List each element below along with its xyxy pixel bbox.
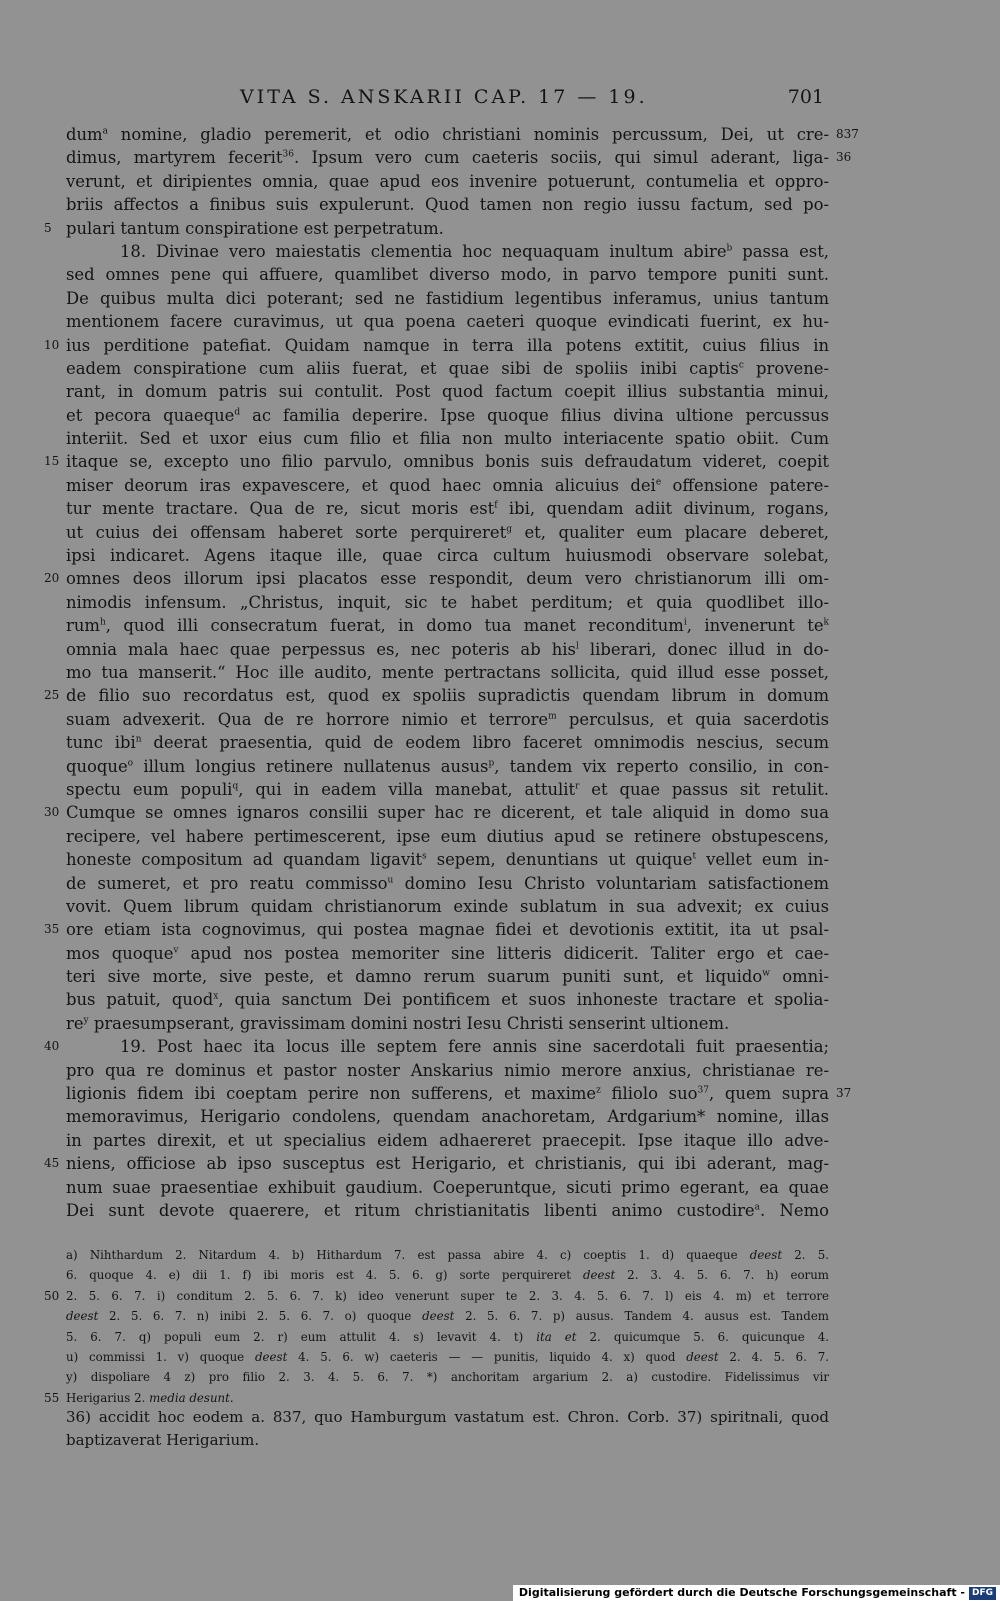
text-line [66,380,829,403]
text-line [44,1035,829,1058]
apparatus-line [66,1245,829,1265]
text-line-text: ut cuius dei offensam haberet sorte perquireret$^g$ et, qualiter eum placare deberet, [66,522,830,542]
text-line [66,521,829,544]
text-line [66,544,829,567]
line-number: 15 [44,454,60,469]
text-line [66,240,829,263]
text-line [66,988,829,1011]
apparatus-line [66,1306,829,1326]
text-line-text: omnes deos illorum ipsi placatos esse respondit, deum vero christianorum illi om- [66,569,829,589]
line-number: 20 [44,571,60,586]
line-number: 40 [44,1039,60,1054]
text-line-text: omnia mala haec quae perpessus es, nec poteris ab his$^l$ liberari, donec illud in do- [66,639,830,659]
text-line [66,123,859,146]
text-line-text: sed omnes pene qui affuere, quamlibet diverso modo, in parvo tempore puniti sunt. [66,265,829,285]
text-line [66,825,829,848]
text-line [44,334,829,357]
text-line-text: tur mente tractare. Qua de re, sicut moris est$^f$ ibi, quendam adiit divinum, rogans, [66,499,829,519]
apparatus-line [66,1367,829,1387]
text-line [66,170,829,193]
text-line [44,450,829,473]
historical-notes [66,1406,829,1451]
credit-text: Digitalisierung gefördert durch die Deutsche Forschungsgemeinschaft - [518,1586,965,1599]
note-line-text: 36) accidit hoc eodem a. 837, quo Hamburgum vastatum est. Chron. Corb. 37) spiritnali, quod [66,1408,829,1426]
text-line [66,708,829,731]
apparatus-line-text: 6. quoque 4. e) dii 1. f) ibi moris est 4. 5. 6. g) sorte perquireret deest 2. 3. 4. 5. 6. 7. h) eorum [66,1268,829,1283]
text-line [66,614,829,637]
text-line-text: ius perditione patefiat. Quidam namque in terra illa potens extitit, cuius filius in [66,335,829,355]
text-line-text: dimus, martyrem fecerit$^{36}$. Ipsum vero cum caeteris sociis, qui simul aderant, liga- [66,148,829,168]
text-line-text: tunc ibi$^n$ deerat praesentia, quid de eodem libro faceret omnimodis nescius, secum [66,733,829,753]
text-line-text: memoravimus, Herigario condolens, quendam anachoretam, Ardgarium* nomine, illas [66,1107,829,1127]
text-line-text: recipere, vel habere pertimescerent, ipse eum diutius apud se retinere obstupescens, [66,826,829,846]
text-line [44,217,829,240]
critical-apparatus [44,1245,829,1408]
margin-reference: 37 [836,1086,852,1101]
text-line [66,497,829,520]
text-line [66,942,829,965]
line-number: 30 [44,805,60,820]
text-line [66,755,829,778]
text-line [66,1129,829,1152]
text-line-text: bus patuit, quod$^x$, quia sanctum Dei pontificem et suos inhoneste tractare et spolia- [66,990,829,1010]
digitization-credit [513,1585,1000,1601]
text-line [44,567,829,590]
text-line-text: mos quoque$^v$ apud nos postea memoriter sine litteris didicerit. Taliter ergo et cae- [66,943,829,963]
text-line-text: spectu eum populi$^q$, qui in eadem villa manebat, attulit$^r$ et quae passus sit retulit. [66,779,829,799]
text-line [66,1082,852,1105]
margin-reference: 36 [836,150,852,165]
text-line-text: interiit. Sed et uxor eius cum filio et filia non multo interiacente spatio obiit. Cum [66,429,829,449]
text-line [44,1152,829,1175]
text-line [66,1199,829,1222]
text-line [66,357,829,380]
apparatus-line-text: y) dispoliare 4 z) pro filio 2. 3. 4. 5. 6. 7. *) anchoritam argarium 2. a) custodire. Fidelissimus vir [66,1370,829,1385]
text-line-text: quoque$^o$ illum longius retinere nullatenus ausus$^p$, tandem vix reperto consilio, in con- [66,756,829,776]
line-number: 25 [44,688,60,703]
text-line [66,474,829,497]
text-line [66,193,829,216]
note-line-text: baptizaverat Herigarium. [66,1430,260,1449]
text-line [66,661,829,684]
text-line [66,263,829,286]
text-line-text: mentionem facere curavimus, ut qua poena caeteri quoque evindicati fuerint, ex hu- [66,312,829,332]
line-number: 35 [44,922,60,937]
text-line [66,731,829,754]
text-line-text: ligionis fidem ibi coeptam perire non sufferens, et maxime$^z$ filiolo suo$^{37}$, quem supra [66,1084,829,1104]
text-line-text: pulari tantum conspiratione est perpetratum. [66,218,444,238]
text-line [66,1012,829,1035]
text-line-text: pro qua re dominus et pastor noster Anskarius nimio merore anxius, christianae re- [66,1060,829,1080]
line-number: 50 [44,1288,60,1303]
text-line-text: Cumque se omnes ignaros consilii super hac re dicerent, et tale aliquid in domo sua [66,803,829,823]
text-line-text: verunt, et diripientes omnia, quae apud eos invenire potuerunt, contumelia et oppro- [66,171,829,191]
dfg-logo: DFG [969,1587,996,1600]
note-line [66,1406,829,1429]
apparatus-line-text: u) commissi 1. v) quoque deest 4. 5. 6. w) caeteris — — punitis, liquido 4. x) quod deest 2. 4. 5. 6. 7. [66,1349,829,1364]
text-line-text: De quibus multa dici poterant; sed ne fastidium legentibus inferamus, unius tantum [66,288,829,308]
text-line-text: 19. Post haec ita locus ille septem fere annis sine sacerdotali fuit praesentia; [120,1037,829,1057]
apparatus-line-text: a) Nihthardum 2. Nitardum 4. b) Hithardum 7. est passa abire 4. c) coeptis 1. d) quaeque deest 2. 5. [66,1248,829,1262]
margin-reference: 837 [836,127,859,141]
text-line [66,310,829,333]
text-line [44,684,829,707]
text-line-text: 18. Divinae vero maiestatis clementia hoc nequaquam inultum abire$^b$ passa est, [120,241,829,261]
apparatus-line [66,1327,829,1347]
text-line-text: ore etiam ista cognovimus, qui postea magnae fidei et devotionis extitit, ita ut psal- [66,920,829,940]
text-line [66,591,829,614]
text-line-text: Dei sunt devote quaerere, et ritum christianitatis libenti animo custodire$^a$. Nemo [66,1200,829,1220]
apparatus-line-text: 2. 5. 6. 7. i) conditum 2. 5. 6. 7. k) ideo venerunt super te 2. 3. 4. 5. 6. 7. l) eis 4. m) et terrore [66,1288,829,1303]
text-line-text: de sumeret, et pro reatu commisso$^u$ domino Iesu Christo voluntariam satisfactionem [66,873,829,893]
line-number: 10 [44,337,60,352]
text-line-text: itaque se, excepto uno filio parvulo, omnibus bonis suis defraudatum videret, coepit [66,452,829,472]
apparatus-line-text: deest 2. 5. 6. 7. n) inibi 2. 5. 6. 7. o) quoque deest 2. 5. 6. 7. p) ausus. Tandem 4. ausus est. Tandem [66,1309,829,1324]
apparatus-line [66,1265,829,1285]
apparatus-line-text: 5. 6. 7. q) populi eum 2. r) eum attulit 4. s) levavit 4. t) ita et 2. quicumque 5. 6. quicunque 4. [66,1329,829,1344]
text-line-text: eadem conspiratione cum aliis fuerat, et quae sibi de spoliis inibi captis$^c$ provene- [66,358,829,378]
apparatus-line-text: Herigarius 2. media desunt. [66,1390,234,1405]
text-line-text: nimodis infensum. „Christus, inquit, sic te habet perditum; et quia quodlibet illo- [66,592,829,612]
page-header [0,86,1000,110]
line-number: 55 [44,1390,60,1405]
text-line [66,895,829,918]
text-line [66,287,829,310]
text-line-text: ipsi indicaret. Agens itaque ille, quae circa cultum huiusmodi observare solebat, [66,546,829,566]
text-line-text: in partes direxit, et ut specialius eidem adhaereret praecepit. Ipse itaque illo adve- [66,1130,829,1150]
page-number: 701 [787,86,824,108]
text-line [66,965,829,988]
text-line-text: rant, in domum patris sui contulit. Post quod factum coepit illius substantia minui, [66,382,829,402]
apparatus-line [44,1286,829,1306]
text-line-text: briis affectos a finibus suis expulerunt. Quod tamen non regio iussu factum, sed po- [66,195,829,215]
text-line [66,427,829,450]
text-line-text: miser deorum iras expavescere, et quod haec omnia alicuius dei$^e$ offensione patere- [66,475,829,495]
text-line [44,918,829,941]
main-text [44,123,859,1222]
text-line [66,1176,829,1199]
text-line-text: teri sive morte, sive peste, et damno rerum suarum puniti sunt, et liquido$^w$ omni- [66,967,829,987]
text-line [66,638,829,661]
note-line [66,1429,829,1452]
text-line-text: $re^y$ praesumpserant, gravissimam domini nostri Iesu Christi senserint ultionem. [66,1013,730,1033]
text-line [66,1105,829,1128]
text-line [66,872,829,895]
running-title: VITA S. ANSKARII CAP. 17 — 19. [240,86,648,108]
text-line-text: niens, officiose ab ipso susceptus est Herigario, et christianis, qui ibi aderant, mag- [66,1154,829,1174]
text-line-text: vovit. Quem librum quidam christianorum exinde sublatum in sua advexit; ex cuius [66,896,829,916]
text-line-text: et pecora quaeque$^d$ ac familia deperire. Ipse quoque filius divina ultione percussus [66,405,829,425]
text-line-text: rum$^h$, quod illi consecratum fuerat, in domo tua manet reconditum$^i$, invenerunt $te^k$ [66,616,830,636]
text-line [44,801,829,824]
apparatus-line [66,1347,829,1367]
text-line [66,404,829,427]
text-line [66,146,852,169]
text-line-text: num suae praesentiae exhibuit gaudium. Coeperuntque, sicuti primo egerant, ea quae [66,1177,829,1197]
text-line-text: de filio suo recordatus est, quod ex spoliis supradictis quendam librum in domum [66,686,829,706]
line-number: 5 [44,220,52,235]
text-line-text: dum$^a$ nomine, gladio peremerit, et odio christiani nominis percussum, Dei, ut cre- [66,125,829,144]
text-line [66,1059,829,1082]
text-line [66,778,829,801]
text-line-text: suam advexerit. Qua de re horrore nimio et terrore$^m$ perculsus, et quia sacerdotis [66,709,829,729]
line-number: 45 [44,1156,60,1171]
text-line [66,848,829,871]
text-line-text: honeste compositum ad quandam ligavit$^s$ sepem, denuntians ut quique$^t$ vellet eum in- [66,850,829,870]
text-line-text: mo tua manserit.“ Hoc ille audito, mente pertractans sollicita, quid illud esse posset, [66,662,829,682]
